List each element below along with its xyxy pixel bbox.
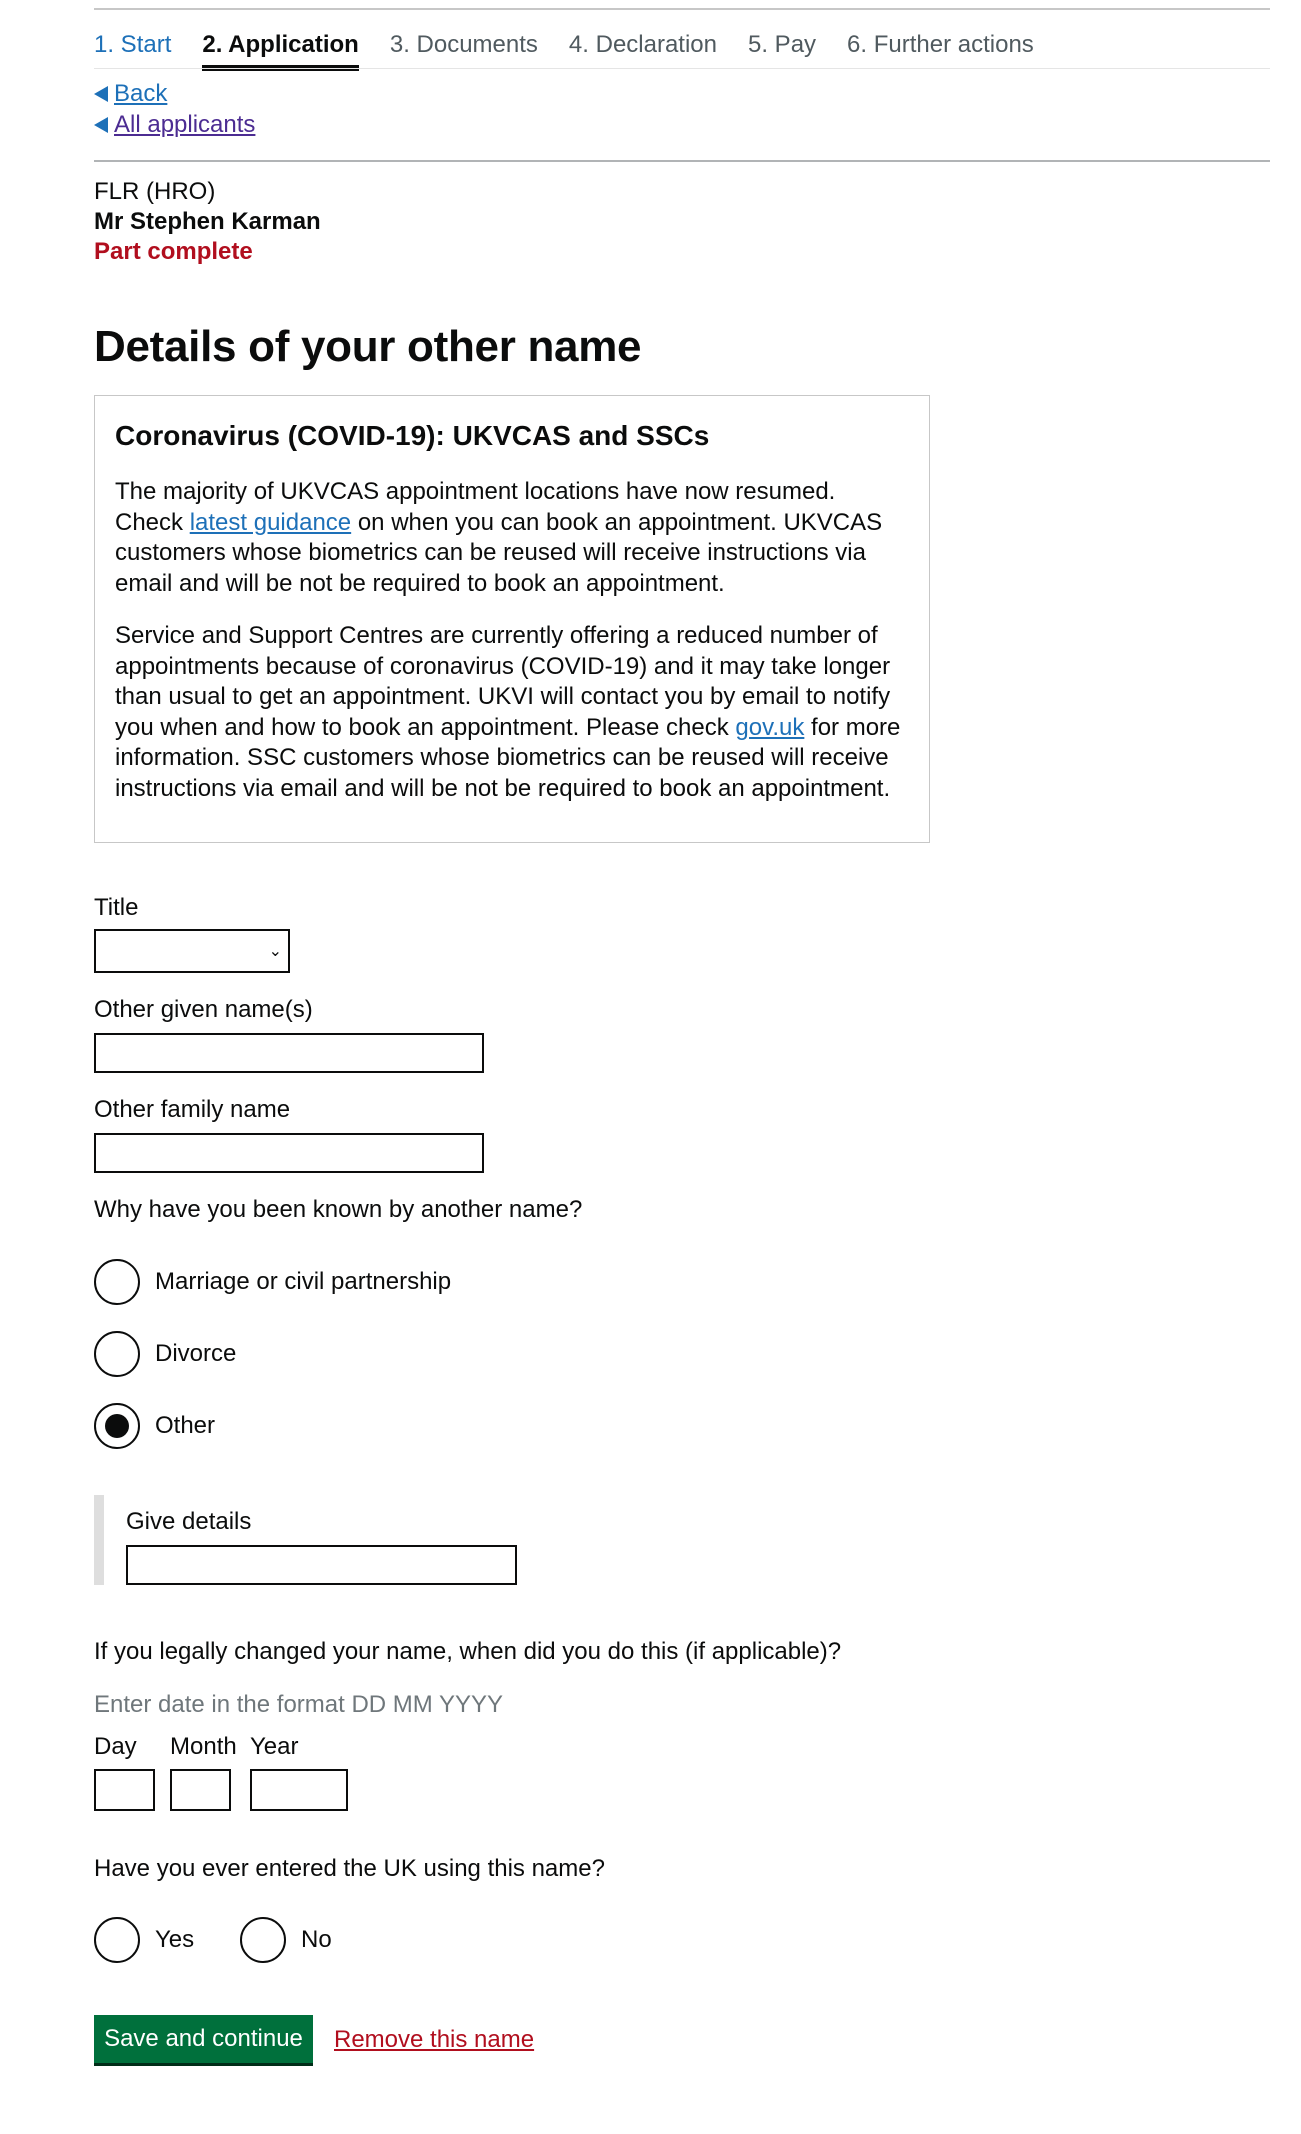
legal-change-question: If you legally changed your name, when did you do this (if applicable)? [94, 1638, 842, 1665]
notice-text: for more information. SSC customers whose biometrics can be reused will receive instructions via email and will be not be required to book an appointment. [115, 713, 901, 802]
radio-circle-selected[interactable] [94, 1403, 140, 1449]
notice-text: on when you can book an appointment. UKVCAS customers whose biometrics can be reused will receive instructions via email and will be not be required to book an appointment. [115, 508, 883, 597]
top-border [94, 8, 1270, 10]
all-applicants-link-text[interactable]: All applicants [114, 111, 256, 138]
uk-entry-question: Have you ever entered the UK using this name? [94, 1855, 605, 1882]
radio-no[interactable] [240, 1917, 332, 1963]
notice-paragraph-1 [115, 477, 909, 599]
conditional-reveal-bar [94, 1495, 104, 1585]
covid-notice [94, 395, 930, 843]
give-details-input[interactable] [126, 1545, 517, 1585]
back-link[interactable] [94, 80, 167, 108]
notice-heading: Coronavirus (COVID-19): UKVCAS and SSCs [115, 420, 710, 451]
date-hint: Enter date in the format DD MM YYYY [94, 1691, 504, 1718]
radio-divorce[interactable] [94, 1331, 236, 1377]
radio-marriage[interactable] [94, 1259, 451, 1305]
latest-guidance-link[interactable]: latest guidance [189, 508, 352, 536]
month-input[interactable] [170, 1769, 231, 1811]
radio-other[interactable] [94, 1403, 215, 1449]
step-declaration: 4. Declaration [568, 31, 717, 58]
year-label: Year [250, 1733, 299, 1760]
remove-name-link[interactable]: Remove this name [334, 2026, 535, 2053]
step-pay: 5. Pay [748, 31, 817, 58]
given-name-label: Other given name(s) [94, 996, 313, 1023]
notice-text: The majority of UKVCAS appointment locations have now resumed. Check [115, 478, 836, 536]
back-link-text[interactable]: Back [114, 80, 168, 107]
notice-text: Service and Support Centres are currently offering a reduced number of appointments because of coronavirus (COVID-19) and it may take longer than usual to get an appointment. UKVI will contact you by email to notify you when and how to book an appointment. Please check [115, 622, 891, 741]
notice-paragraph-2 [115, 621, 909, 804]
radio-label: Marriage or civil partnership [155, 1268, 452, 1295]
page-title: Details of your other name [94, 322, 642, 371]
status-label: Part complete [94, 238, 253, 265]
step-start[interactable]: 1. Start [94, 31, 172, 58]
give-details-label: Give details [126, 1508, 252, 1535]
step-application: 2. Application [202, 24, 358, 71]
family-name-label: Other family name [94, 1096, 291, 1123]
title-select[interactable] [94, 929, 290, 973]
save-and-continue-button[interactable]: Save and continue [94, 2015, 313, 2063]
radio-circle[interactable] [240, 1917, 286, 1963]
header-divider [94, 160, 1270, 162]
all-applicants-link[interactable] [94, 111, 255, 139]
radio-label: Yes [155, 1926, 195, 1953]
chevron-down-icon: ⌄ [268, 943, 282, 960]
title-label: Title [94, 894, 139, 921]
govuk-link[interactable]: gov.uk [735, 713, 805, 741]
back-arrow-icon [94, 86, 108, 102]
radio-circle[interactable] [94, 1917, 140, 1963]
back-arrow-icon [94, 117, 108, 133]
month-label: Month [170, 1733, 237, 1760]
application-type: FLR (HRO) [94, 178, 216, 205]
radio-label: Divorce [155, 1340, 237, 1367]
reason-question: Why have you been known by another name? [94, 1196, 583, 1223]
steps-divider [94, 68, 1270, 69]
radio-circle[interactable] [94, 1331, 140, 1377]
step-documents: 3. Documents [389, 31, 538, 58]
step-further-actions: 6. Further actions [847, 31, 1034, 58]
given-name-input[interactable] [94, 1033, 484, 1073]
year-input[interactable] [250, 1769, 348, 1811]
applicant-name: Mr Stephen Karman [94, 208, 321, 235]
radio-yes[interactable] [94, 1917, 194, 1963]
radio-circle[interactable] [94, 1259, 140, 1305]
radio-label: Other [155, 1412, 216, 1439]
day-label: Day [94, 1733, 137, 1760]
family-name-input[interactable] [94, 1133, 484, 1173]
radio-label: No [301, 1926, 332, 1953]
day-input[interactable] [94, 1769, 155, 1811]
